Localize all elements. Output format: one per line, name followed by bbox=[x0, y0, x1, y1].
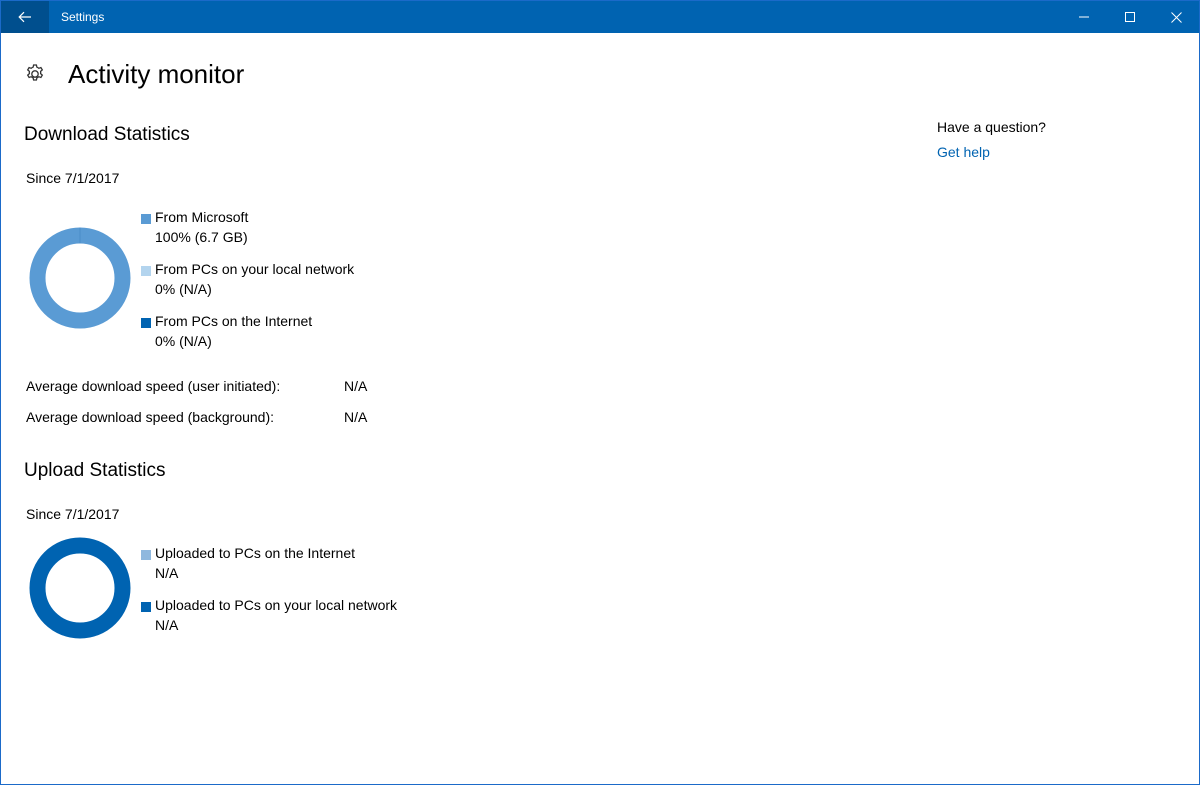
minimize-icon bbox=[1079, 12, 1089, 22]
close-icon bbox=[1171, 12, 1182, 23]
stat-label: Average download speed (background): bbox=[26, 409, 275, 425]
gear-icon bbox=[24, 63, 46, 85]
upload-donut-ring bbox=[38, 546, 123, 631]
legend-swatch bbox=[141, 266, 151, 276]
download-since: Since 7/1/2017 bbox=[26, 170, 120, 186]
legend-swatch bbox=[141, 318, 151, 328]
stat-value: N/A bbox=[344, 409, 368, 425]
legend-item-from-microsoft bbox=[141, 207, 248, 247]
legend-label: From Microsoft bbox=[155, 209, 249, 225]
maximize-button[interactable] bbox=[1107, 1, 1153, 33]
legend-label: From PCs on your local network bbox=[155, 261, 355, 277]
legend-swatch bbox=[141, 214, 151, 224]
help-panel bbox=[937, 119, 1046, 160]
stat-value: N/A bbox=[344, 378, 368, 394]
title-bar bbox=[1, 1, 1199, 33]
legend-label: Uploaded to PCs on your local network bbox=[155, 597, 398, 613]
stat-label: Average download speed (user initiated): bbox=[26, 378, 281, 394]
legend-label: From PCs on the Internet bbox=[155, 313, 313, 329]
help-question: Have a question? bbox=[937, 119, 1046, 135]
legend-item-local-network bbox=[141, 259, 354, 299]
legend-item-internet bbox=[141, 311, 312, 351]
back-button[interactable] bbox=[1, 1, 49, 33]
legend-value: 0% (N/A) bbox=[155, 333, 212, 349]
upload-donut-chart bbox=[29, 537, 131, 639]
legend-value: 0% (N/A) bbox=[155, 281, 212, 297]
get-help-link[interactable]: Get help bbox=[937, 144, 990, 160]
legend-value: 100% (6.7 GB) bbox=[155, 229, 248, 245]
legend-label: Uploaded to PCs on the Internet bbox=[155, 545, 356, 561]
close-button[interactable] bbox=[1153, 1, 1199, 33]
download-section-title: Download Statistics bbox=[24, 124, 190, 145]
upload-section-title: Upload Statistics bbox=[24, 460, 166, 481]
legend-item-uploaded-local-network bbox=[141, 595, 397, 635]
page-header bbox=[24, 57, 244, 91]
upload-since: Since 7/1/2017 bbox=[26, 506, 120, 522]
minimize-button[interactable] bbox=[1061, 1, 1107, 33]
download-donut-chart bbox=[29, 227, 131, 329]
maximize-icon bbox=[1125, 12, 1135, 22]
legend-value: N/A bbox=[155, 617, 179, 633]
back-arrow-icon bbox=[18, 11, 32, 23]
legend-value: N/A bbox=[155, 565, 179, 581]
page-title: Activity monitor bbox=[68, 58, 245, 89]
download-donut-ring bbox=[38, 236, 123, 321]
app-title: Settings bbox=[61, 10, 105, 24]
legend-item-uploaded-internet bbox=[141, 543, 355, 583]
legend-swatch bbox=[141, 550, 151, 560]
legend-swatch bbox=[141, 602, 151, 612]
